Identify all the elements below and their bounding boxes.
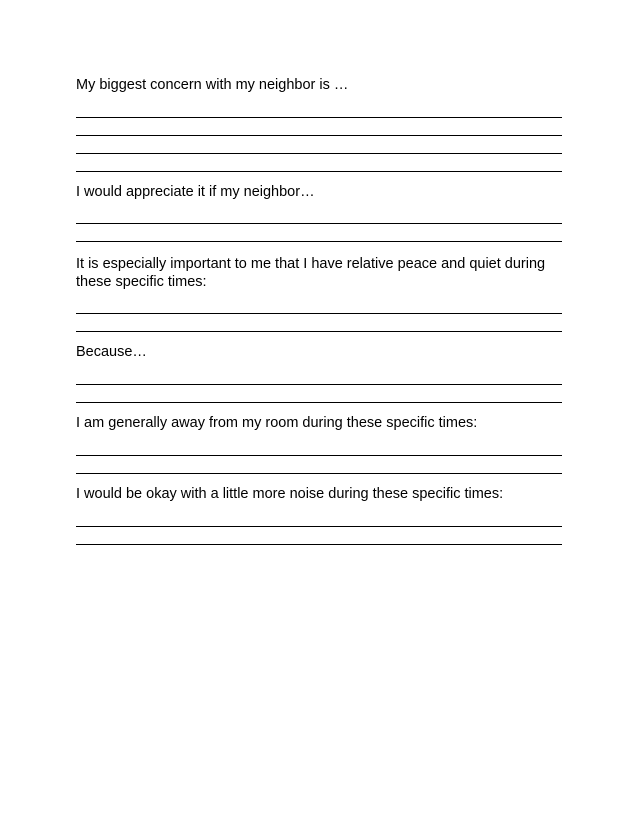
prompt-appreciate: I would appreciate it if my neighbor…: [76, 184, 315, 200]
prompt-away-times: I am generally away from my room during these specific times:: [76, 415, 478, 431]
answer-line[interactable]: [76, 544, 562, 545]
answer-line[interactable]: [76, 455, 562, 456]
answer-line[interactable]: [76, 313, 562, 314]
answer-line[interactable]: [76, 241, 562, 242]
prompt-peace-and-quiet: It is especially important to me that I have relative peace and quiet during these specific times:: [76, 256, 550, 290]
answer-line[interactable]: [76, 171, 562, 172]
answer-line[interactable]: [76, 384, 562, 385]
answer-line[interactable]: [76, 331, 562, 332]
prompt-because: Because…: [76, 344, 147, 360]
answer-line[interactable]: [76, 117, 562, 118]
answer-line[interactable]: [76, 473, 562, 474]
answer-line[interactable]: [76, 402, 562, 403]
prompt-biggest-concern: My biggest concern with my neighbor is …: [76, 77, 349, 93]
answer-line[interactable]: [76, 223, 562, 224]
answer-line[interactable]: [76, 135, 562, 136]
answer-line[interactable]: [76, 153, 562, 154]
answer-line[interactable]: [76, 526, 562, 527]
prompt-more-noise-times: I would be okay with a little more noise during these specific times:: [76, 486, 504, 502]
